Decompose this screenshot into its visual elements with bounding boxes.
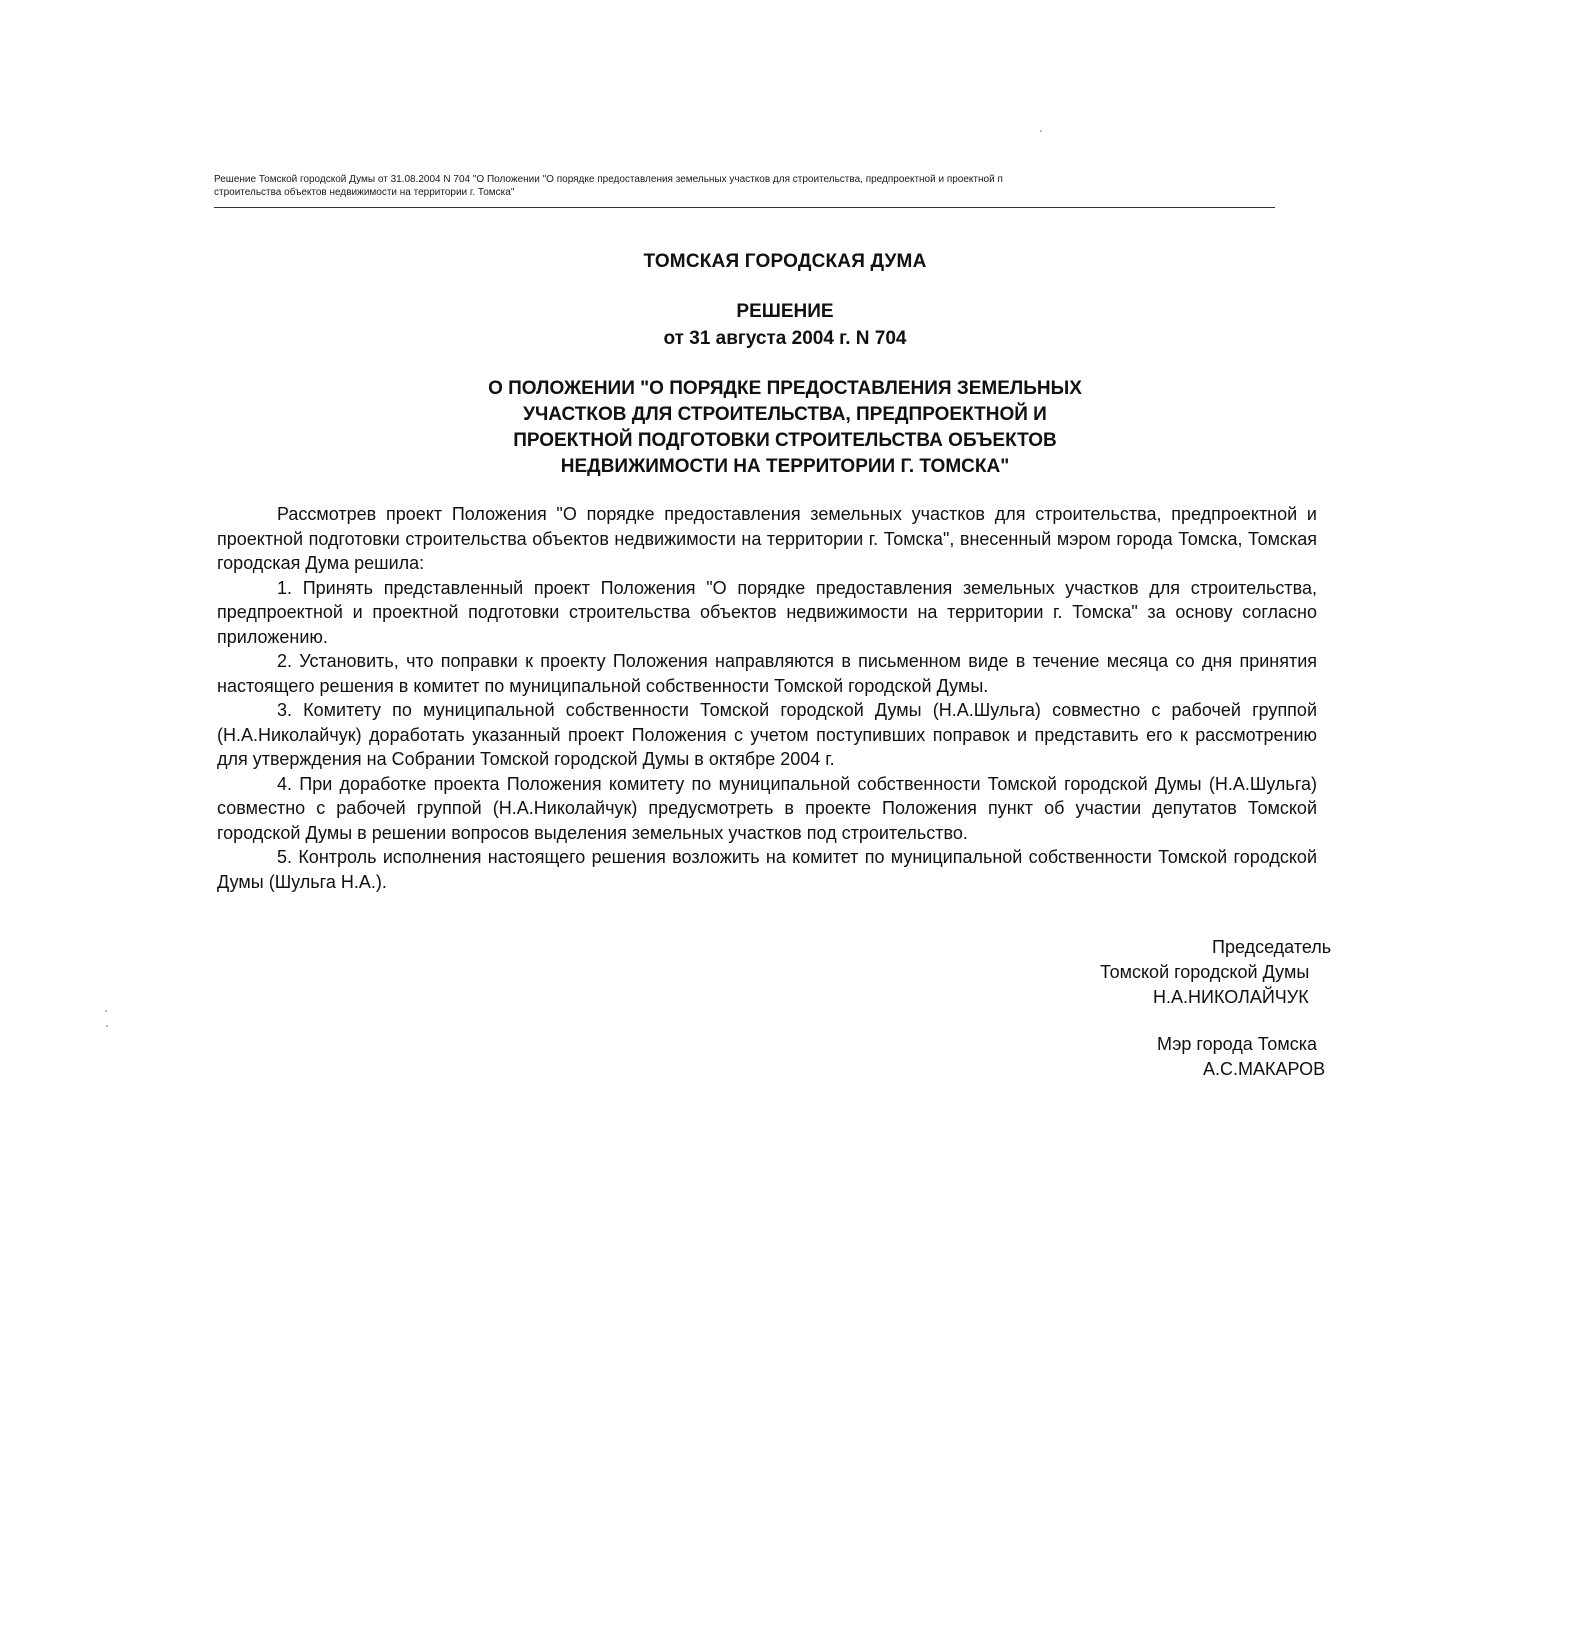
signature-mayor (1040, 1032, 1440, 1082)
header-divider (214, 207, 1275, 208)
running-header-line-1: Решение Томской городской Думы от 31.08.2004 N 704 "О Положении "О порядке предоставления земельных участков для строительства, предпроектной и проектной п (214, 174, 1003, 185)
clause-2: 2. Установить, что поправки к проекту Положения направляются в письменном виде в течение месяца со дня принятия настоящего решения в комитет по муниципальной собственности Томской городской Думы. (217, 651, 1317, 696)
signature-chair-name: Н.А.НИКОЛАЙЧУК (1153, 987, 1309, 1007)
document-type: РЕШЕНИЕ (736, 301, 834, 322)
title-line: О ПОЛОЖЕНИИ "О ПОРЯДКЕ ПРЕДОСТАВЛЕНИЯ ЗЕМЕЛЬНЫХ (488, 378, 1082, 399)
clause-3: 3. Комитету по муниципальной собственности Томской городской Думы (Н.А.Шульга) совместно с рабочей группой (Н.А.Николайчук) доработать указанный проект Положения с учетом поступивших поправок и представить его к рассмотрению для утверждения на Собрании Томской городской Думы в октябре 2004 г. (217, 700, 1317, 769)
signature-mayor-name: А.С.МАКАРОВ (1203, 1059, 1326, 1079)
title-line: УЧАСТКОВ ДЛЯ СТРОИТЕЛЬСТВА, ПРЕДПРОЕКТНОЙ И (523, 404, 1047, 425)
organization-name: ТОМСКАЯ ГОРОДСКАЯ ДУМА (643, 251, 927, 272)
signature-chair-organization: Томской городской Думы (1100, 962, 1310, 982)
scan-speck (105, 1010, 107, 1012)
signature-chair (1040, 935, 1440, 1010)
scan-speck (106, 1025, 108, 1027)
scan-speck (1040, 130, 1042, 132)
clause-1: 1. Принять представленный проект Положения "О порядке предоставления земельных участков для строительства, предпроектной и проектной подготовки строительства объектов недвижимости на территории г. Томска" за основу согласно приложению. (217, 577, 1317, 647)
clause-4: 4. При доработке проекта Положения комитету по муниципальной собственности Томской городской Думы (Н.А.Шульга) совместно с рабочей группой (Н.А.Николайчук) предусмотреть в проекте Положения пункт об участии депутатов Томской городской Думы в решении вопросов выделения земельных участков под строительство. (217, 773, 1317, 843)
running-header-line-2: строительства объектов недвижимости на территории г. Томска" (214, 187, 515, 198)
running-header (214, 173, 1314, 199)
signature-chair-title: Председатель (1212, 937, 1332, 957)
document-body (217, 502, 1317, 894)
clause-5: 5. Контроль исполнения настоящего решения возложить на комитет по муниципальной собственности Томской городской Думы (Шульга Н.А.). (217, 847, 1317, 892)
document-title (0, 376, 1570, 480)
document-date-number: от 31 августа 2004 г. N 704 (663, 328, 907, 349)
signature-mayor-title: Мэр города Томска (1157, 1034, 1317, 1054)
title-line: ПРОЕКТНОЙ ПОДГОТОВКИ СТРОИТЕЛЬСТВА ОБЪЕКТОВ (513, 430, 1057, 451)
preamble-paragraph: Рассмотрев проект Положения "О порядке предоставления земельных участков для строительства, предпроектной и проектной подготовки строительства объектов недвижимости на территории г. Томска", внесенный мэром города Томска, Томская городская Дума решила: (217, 504, 1317, 573)
title-line: НЕДВИЖИМОСТИ НА ТЕРРИТОРИИ Г. ТОМСКА" (560, 456, 1010, 477)
